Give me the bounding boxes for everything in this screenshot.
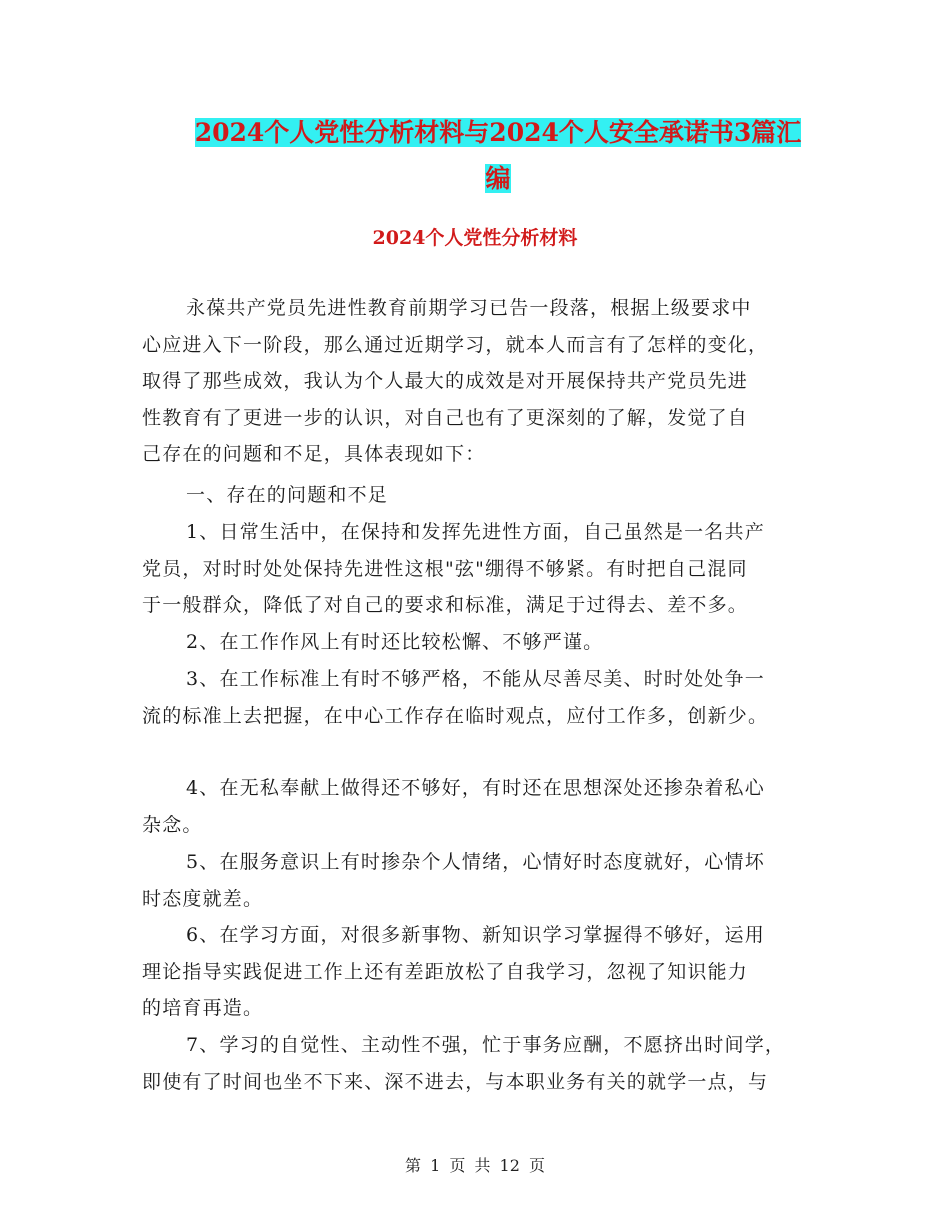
paragraph-line: 流的标准上去把握，在中心工作存在临时观点，应付工作多，创新少。 bbox=[142, 704, 769, 727]
paragraph-item-2 bbox=[142, 624, 808, 661]
paragraph-line: 性教育有了更进一步的认识，对自己也有了更深刻的了解，发觉了自 bbox=[142, 406, 749, 429]
paragraph-line: 取得了那些成效，我认为个人最大的成效是对开展保持共产党员先进 bbox=[142, 370, 749, 392]
document-title-line-2: 编 bbox=[485, 164, 511, 193]
document-title bbox=[186, 110, 810, 202]
paragraph-line: 6、在学习方面，对很多新事物、新知识学习掌握得不够好，运用 bbox=[186, 924, 765, 946]
paragraph-line: 4、在无私奉献上做得还不够好，有时还在思想深处还掺杂着私心 bbox=[186, 777, 765, 799]
paragraph-line: 5、在服务意识上有时掺杂个人情绪，心情好时态度就好，心情坏 bbox=[186, 851, 765, 873]
paragraph-item-7 bbox=[142, 1027, 808, 1100]
paragraph-line: 永葆共产党员先进性教育前期学习已告一段落，根据上级要求中 bbox=[186, 297, 752, 319]
paragraph-item-6 bbox=[142, 917, 808, 1027]
paragraph-line: 己存在的问题和不足，具体表现如下： bbox=[142, 443, 486, 465]
paragraph-item-3 bbox=[142, 661, 808, 734]
paragraph-line: 3、在工作标准上有时不够严格，不能从尽善尽美、时时处处争一 bbox=[186, 668, 765, 690]
paragraph-heading-problems bbox=[142, 477, 808, 514]
paragraph-line: 的培育再造。 bbox=[142, 997, 264, 1019]
paragraph-line: 7、学习的自觉性、主动性不强，忙于事务应酬，不愿挤出时间学， bbox=[186, 1034, 786, 1056]
paragraph-line: 2、在工作作风上有时还比较松懈、不够严谨。 bbox=[186, 631, 604, 653]
paragraph-item-5 bbox=[142, 844, 808, 917]
page-number-footer: 第 1 页 共 12 页 bbox=[405, 1156, 545, 1175]
paragraph-line: 党员，对时时处处保持先进性这根"弦"绷得不够紧。有时把自己混同 bbox=[142, 557, 748, 580]
paragraph-line: 于一般群众，降低了对自己的要求和标准，满足于过得去、差不多。 bbox=[142, 594, 749, 616]
paragraph-item-1 bbox=[142, 514, 808, 624]
paragraph-line: 1、日常生活中，在保持和发挥先进性方面，自己虽然是一名共产 bbox=[186, 521, 765, 543]
document-title-line-1: 2024个人党性分析材料与2024个人安全承诺书3篇汇 bbox=[194, 118, 802, 147]
paragraph-line: 杂念。 bbox=[142, 813, 203, 836]
paragraph-line: 心应进入下一阶段，那么通过近期学习，就本人而言有了怎样的变化， bbox=[142, 333, 769, 356]
section-title: 2024个人党性分析材料 bbox=[372, 227, 578, 249]
paragraph-line: 时态度就差。 bbox=[142, 887, 264, 910]
paragraph-line: 即使有了时间也坐不下来、深不进去，与本职业务有关的就学一点，与 bbox=[142, 1070, 769, 1093]
paragraph-line: 一、存在的问题和不足 bbox=[186, 484, 389, 506]
paragraph-item-4 bbox=[142, 770, 808, 843]
paragraph-intro bbox=[142, 290, 808, 473]
paragraph-line: 理论指导实践促进工作上还有差距放松了自我学习，忽视了知识能力 bbox=[142, 960, 749, 983]
